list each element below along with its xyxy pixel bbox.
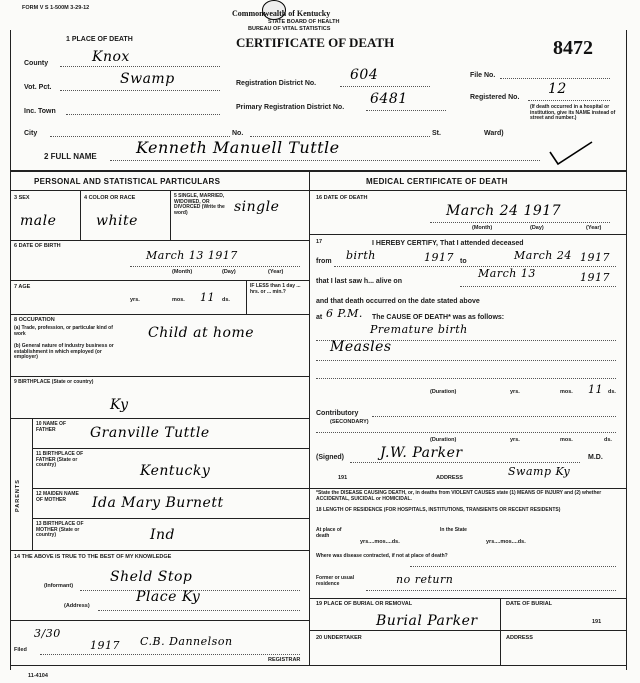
where-contracted-label: Where was disease contracted, if not at place of death? <box>316 553 448 559</box>
undertaker-label: 20 UNDERTAKER <box>316 635 362 641</box>
checkmark-icon <box>548 140 594 166</box>
last-saw-year-value: 1917 <box>580 271 610 284</box>
occupation-b-label: (b) General nature of industry business or establishment in which employed (or employer) <box>14 343 114 360</box>
registrar-label: REGISTRAR <box>268 657 301 663</box>
dod-day-label: (Day) <box>530 225 544 231</box>
occupation-value: Child at home <box>148 325 255 341</box>
dob-month-label: (Month) <box>172 269 193 275</box>
occupation-a-label: (a) Trade, profession, or particular kind of work <box>14 325 113 337</box>
full-name-value: Kenneth Manuell Tuttle <box>136 138 340 157</box>
age-mos-label: mos. <box>172 297 185 303</box>
county-value: Knox <box>92 49 130 65</box>
board-name: STATE BOARD OF HEALTH <box>268 19 340 25</box>
county-label: County <box>24 60 49 67</box>
primary-reg-value: 6481 <box>370 91 408 107</box>
form-bottom-code: 11-4104 <box>28 673 48 679</box>
sign-address-value: Swamp Ky <box>508 465 571 478</box>
mother-label: 12 MAIDEN NAME OF MOTHER <box>36 491 79 503</box>
age-yrs-label: yrs. <box>130 297 140 303</box>
sex-value: male <box>20 213 57 229</box>
file-no-label: File No. <box>470 72 496 79</box>
at-place-label: At place of death <box>316 527 342 539</box>
md-label: M.D. <box>588 454 603 461</box>
true-statement-label: 14 THE ABOVE IS TRUE TO THE BEST OF MY KNOWLEDGE <box>14 554 172 560</box>
dod-year-label: (Year) <box>586 225 602 231</box>
burial-year-prefix: 191 <box>592 619 602 625</box>
place-of-death-label: 1 PLACE OF DEATH <box>66 36 133 43</box>
if-less-label: IF LESS than 1 day ... hrs. or ... min.? <box>250 283 301 295</box>
color-value: white <box>96 213 138 229</box>
contributory-yrs-label: yrs. <box>510 437 520 443</box>
cause-secondary-value: Measles <box>330 339 392 355</box>
age-ds-label: ds. <box>222 297 230 303</box>
inc-town-label: Inc. Town <box>24 108 56 115</box>
contributory-ds-label: ds. <box>604 437 612 443</box>
medical-heading: MEDICAL CERTIFICATE OF DEATH <box>366 177 508 186</box>
filed-year-value: 1917 <box>90 639 120 652</box>
informant-value: Sheld Stop <box>110 569 193 585</box>
mother-birthplace-value: Ind <box>150 527 176 543</box>
certify-number: 17 <box>316 239 323 245</box>
ward-label: Ward) <box>484 130 504 137</box>
signed-value: J.W. Parker <box>380 445 463 461</box>
from-value: birth <box>346 249 376 262</box>
form-code: FORM V S 1-500M 3-29-12 <box>22 5 90 11</box>
undertaker-address-label: ADDRESS <box>506 635 533 641</box>
signed-label: (Signed) <box>316 454 344 461</box>
cause-footnote: *State the DISEASE CAUSING DEATH, or, in deaths from VIOLENT CAUSES state (1) MEANS OF INJURY and (2) whether ACCIDENTAL, SUICIDAL or HOMICIDAL. <box>316 490 602 502</box>
former-residence-value: no return <box>396 573 454 586</box>
filed-label: Filed <box>14 647 27 653</box>
dob-day-label: (Day) <box>222 269 236 275</box>
cause-primary-value: Premature birth <box>370 323 468 336</box>
registered-no-value: 12 <box>548 81 567 97</box>
from-year-value: 1917 <box>424 251 454 264</box>
informant-label: (Informant) <box>44 583 74 589</box>
at-label: at <box>316 314 323 321</box>
registered-no-label: Registered No. <box>470 94 520 101</box>
dob-year-label: (Year) <box>268 269 284 275</box>
burial-value: Burial Parker <box>376 613 478 629</box>
informant-address-label: (Address) <box>64 603 90 609</box>
dod-value: March 24 1917 <box>446 203 562 219</box>
duration-days-value: 11 <box>588 383 603 396</box>
residence-label: 18 LENGTH OF RESIDENCE (FOR HOSPITALS, INSTITUTIONS, TRANSIENTS OR RECENT RESIDENTS) <box>316 507 561 513</box>
no-label: No. <box>232 130 244 137</box>
full-name-label: 2 FULL NAME <box>44 152 97 161</box>
state-name: Commonwealth of Kentucky <box>232 9 331 18</box>
duration-mos-label: mos. <box>560 389 573 395</box>
color-label: 4 COLOR OR RACE <box>84 195 136 201</box>
duration-ds-label: ds. <box>608 389 616 395</box>
certify-text: I HEREBY CERTIFY, That I attended deceased <box>372 240 524 247</box>
informant-address-value: Place Ky <box>136 589 201 605</box>
occupation-label: 8 OCCUPATION <box>14 317 55 323</box>
duration-label: (Duration) <box>430 389 457 395</box>
duration-yrs-label: yrs. <box>510 389 520 395</box>
city-label: City <box>24 130 38 137</box>
mother-value: Ida Mary Burnett <box>92 495 224 511</box>
vot-pct-label: Vot. Pct. <box>24 84 52 91</box>
last-saw-value: March 13 <box>478 267 536 280</box>
at-value: 6 P.M. <box>326 307 363 320</box>
date-burial-label: DATE OF BURIAL <box>506 601 553 607</box>
contributory-label: Contributory <box>316 410 359 417</box>
mother-birthplace-label: 13 BIRTHPLACE OF MOTHER (State or country) <box>36 521 84 538</box>
birthplace-value: Ky <box>110 397 129 413</box>
father-birthplace-value: Kentucky <box>140 463 211 479</box>
bureau-name: BUREAU OF VITAL STATISTICS <box>248 26 331 32</box>
to-year-value: 1917 <box>580 251 610 264</box>
father-value: Granville Tuttle <box>90 425 210 441</box>
filed-date-value: 3/30 <box>34 627 61 640</box>
dod-label: 16 DATE OF DEATH <box>316 195 368 201</box>
secondary-label: (SECONDARY) <box>330 419 369 425</box>
certificate-title: CERTIFICATE OF DEATH <box>236 35 395 50</box>
former-residence-label: Former or usual residence <box>316 575 355 587</box>
reg-district-label: Registration District No. <box>236 80 317 87</box>
to-label: to <box>460 258 467 265</box>
dod-month-label: (Month) <box>472 225 493 231</box>
death-certificate: FORM V S 1-500M 3-29-12 Commonwealth of Kentucky STATE BOARD OF HEALTH BUREAU OF VITAL STATISTICS CERTIFICATE OF DEATH 8472 1 PLACE OF DEATH County Knox Vot. Pct. Swamp Inc. Town City No. St. Ward) Registration District No. 604 Primary Registration District No. 6481 File No. Registered No. 12 (If death occurred in a hospital or institution, give its NAME instead of street and number.) 2 FULL NAME Kenneth Manuell Tuttle PERSONAL AND STATISTICAL PARTICULARS 3 SEX 4 COLOR OR RACE 5 SINGLE, MARRIED, WIDOWED, OR DIVORCED (Write the word) male white single 6 DATE OF BIRTH March 13 1917 (Month) (Day) (Year) 7 AGE yrs. mos. 11 ds. IF LESS than 1 day ... hrs. or ... min.? 8 OCCUPATION (a) Trade, profession, or particular kind of work (b) General nature of industry business or establishment in which employed (or employer) Child at home 9 BIRTHPLACE (State or country) Ky PARENTS 10 NAME OF FATHER Granville Tuttle 11 BIRTHPLACE OF FATHER (State or country) Kentucky 12 MAIDEN NAME OF MOTHER Ida Mary Burnett 13 BIRTHPLACE OF MOTHER (State or country) Ind 14 THE ABOVE IS TRUE TO THE BEST OF MY KNOWLEDGE (Informant) Sheld Stop (Address) Place Ky Filed 3/30 1917 C.B. Dannelson REGISTRAR 11-4104 MEDICAL CERTIFICATE OF DEATH 16 DATE OF DEATH March 24 1917 (Month) (Day) (Year) 17 I HEREBY CERTIFY, That I attended deceased from birth 1917 to March 24 1917 that I last saw h... alive on March 13 1917 and that death occurred on the date stated above at 6 P.M. The CAUSE OF DEATH* was as follows: Premature birth Measles (Duration) yrs. mos. 11 ds. Contributory (SECONDARY) (Duration) yrs. mos. ds. (Signed) J.W. Parker M.D. 191 ADDRESS Swamp Ky *State the DISEASE CAUSING DEATH, or, in deaths from VIOLENT CAUSES state (1) MEANS OF INJURY and (2) whether ACCIDENTAL, SUICIDAL or HOMICIDAL. 18 LENGTH OF RESIDENCE (FOR HOSPITALS, INSTITUTIONS, TRANSIENTS OR RECENT RESIDENTS) At place of death yrs....mos....ds. In the State yrs....mos....ds. Where was disease contracted, if not at place of death? Former or usual residence no return 19 PLACE OF BURIAL OR REMOVAL DATE OF BURIAL Burial Parker 191 20 UNDERTAKER ADDRESS <box>0 0 640 683</box>
in-state-label: In the State <box>440 527 467 533</box>
street-label: St. <box>432 130 441 137</box>
from-label: from <box>316 258 332 265</box>
hospital-note: (If death occurred in a hospital or institution, give its NAME instead of street and number.) <box>530 104 616 121</box>
age-days-value: 11 <box>200 291 215 304</box>
marital-value: single <box>234 199 280 215</box>
father-birthplace-label: 11 BIRTHPLACE OF FATHER (State or country) <box>36 451 84 468</box>
marital-label: 5 SINGLE, MARRIED, WIDOWED, OR DIVORCED (Write the word) <box>174 193 225 216</box>
burial-label: 19 PLACE OF BURIAL OR REMOVAL <box>316 601 413 607</box>
sex-label: 3 SEX <box>14 195 30 201</box>
sign-year-prefix: 191 <box>338 475 348 481</box>
certificate-number: 8472 <box>553 37 593 59</box>
vot-pct-value: Swamp <box>120 71 175 87</box>
contributory-mos-label: mos. <box>560 437 573 443</box>
sign-address-label: ADDRESS <box>436 475 463 481</box>
cause-label: The CAUSE OF DEATH* was as follows: <box>372 314 505 321</box>
father-label: 10 NAME OF FATHER <box>36 421 67 433</box>
dob-label: 6 DATE OF BIRTH <box>14 243 61 249</box>
personal-heading: PERSONAL AND STATISTICAL PARTICULARS <box>34 177 221 186</box>
primary-reg-label: Primary Registration District No. <box>236 104 345 111</box>
dob-value: March 13 1917 <box>146 249 238 262</box>
last-saw-label: that I last saw h... alive on <box>316 278 402 285</box>
to-value: March 24 <box>514 249 572 262</box>
age-label: 7 AGE <box>14 284 31 290</box>
reg-district-value: 604 <box>350 67 379 83</box>
occurred-label: and that death occurred on the date stated above <box>316 298 480 305</box>
registrar-value: C.B. Dannelson <box>140 635 233 648</box>
birthplace-label: 9 BIRTHPLACE (State or country) <box>14 379 94 385</box>
contributory-duration-label: (Duration) <box>430 437 457 443</box>
parents-label: PARENTS <box>15 479 21 512</box>
